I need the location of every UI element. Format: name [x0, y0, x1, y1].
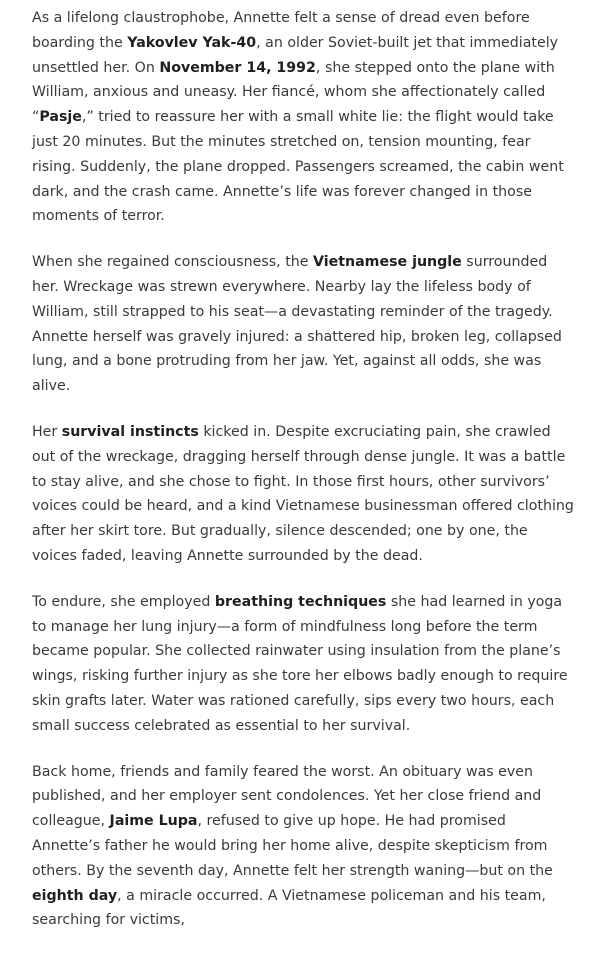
paragraph-crash — [32, 6, 577, 229]
text-run: Her — [32, 423, 62, 440]
paragraph-rescue — [32, 760, 577, 934]
highlight-breathing: breathing techniques — [214, 593, 387, 610]
text-run: she had learned in yoga to manage her lung injury—a form of mindfulness long before the term became popular. She collected rainwater using insulation from the plane’s wings, risking further injury as she tore her elbows badly enough to require skin grafts later. Water was rationed carefully, sips every two hours, each small success celebrated as essential to her survival. — [32, 593, 568, 734]
highlight-eighth-day: eighth day — [32, 887, 118, 904]
text-run: , a miracle occurred. A Vietnamese policeman and his team, searching for victims, — [32, 887, 546, 929]
highlight-location: Vietnamese jungle — [313, 254, 462, 271]
paragraph-endurance — [32, 590, 577, 739]
text-run: To endure, she employed — [32, 593, 215, 610]
highlight-nickname: Pasje — [39, 109, 82, 126]
text-run: As a lifelong claustrophobe, Annette felt a sense of dread even before boarding the — [32, 10, 530, 51]
text-run: surrounded her. Wreckage was strewn everywhere. Nearby lay the lifeless body of William, still strapped to his seat—a devastating reminder of the tragedy. Annette herself was gravely injured: a shattered hip, broken leg, collapsed lung, and a bone protruding from her jaw. Yet, against all odds, she was alive. — [32, 254, 562, 395]
text-run: kicked in. Despite excruciating pain, she crawled out of the wreckage, dragging herself through dense jungle. It was a battle to stay alive, and she chose to fight. In those first hours, other survivors’ voices could be heard, and a kind Vietnamese businessman offered clothing after her skirt tore. But gradually, silence descended; one by one, the voices faded, leaving Annette surrounded by the dead. — [32, 423, 574, 564]
highlight-date: November 14, 1992 — [159, 59, 316, 76]
highlight-friend-name: Jaime Lupa — [109, 813, 198, 830]
text-run: Back home, friends and family feared the worst. An obituary was even published, and her employer sent condolences. Yet her close friend and colleague, — [32, 763, 542, 830]
text-run: When she regained consciousness, the — [32, 254, 313, 271]
highlight-survival-instincts: survival instincts — [61, 423, 199, 440]
highlight-aircraft: Yakovlev Yak-40 — [127, 34, 257, 51]
text-run: , refused to give up hope. He had promised Annette’s father he would bring her home alive, despite skepticism from others. By the seventh day, Annette felt her strength waning—but on the — [32, 813, 553, 879]
paragraph-jungle — [32, 250, 577, 399]
article-body — [32, 6, 577, 954]
paragraph-survival — [32, 420, 577, 569]
text-run: , an older Soviet-built jet that immediately unsettled her. On — [32, 34, 559, 76]
text-run: , she stepped onto the plane with William, anxious and uneasy. Her fiancé, whom she affectionately called “ — [32, 59, 555, 126]
text-run: ,” tried to reassure her with a small white lie: the flight would take just 20 minutes. But the minutes stretched on, tension mounting, fear rising. Suddenly, the plane dropped. Passengers screamed, the cabin went dark, and the crash came. Annette’s life was forever changed in those moments of terror. — [32, 109, 564, 225]
